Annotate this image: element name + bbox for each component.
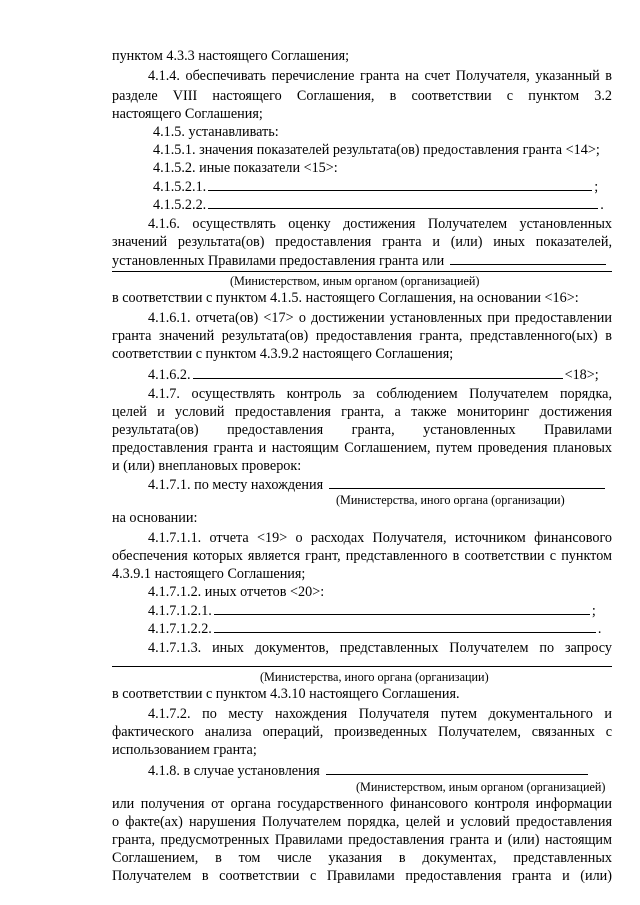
item-number: 4.1.6.2. — [148, 367, 191, 383]
fill-line — [148, 762, 612, 779]
text-line: 4.1.6. осуществлять оценку достижения Получателем установленных — [148, 216, 612, 232]
text-line: 4.3.9.1 настоящего Соглашения; — [112, 566, 306, 582]
text-line: 4.1.5.2. иные показатели <15>: — [153, 160, 338, 176]
text-line: о факте(ах) нарушения Получателем порядка, целей и условий предоставления — [112, 814, 612, 830]
text-line: или получения от органа государственного финансового контроля информации — [112, 796, 612, 812]
field-caption: (Министерства, иного органа (организации) — [336, 493, 565, 507]
text-line: 4.1.7. осуществлять контроль за соблюдением Получателем порядка, — [148, 386, 612, 402]
text-line: Получателем в соответствии с Правилами предоставления гранта и (или) — [112, 868, 612, 884]
text-line: 4.1.6.1. отчета(ов) <17> о достижении установленных при предоставлении — [148, 310, 612, 326]
footnote-ref: <18>; — [564, 367, 599, 383]
text-line: предоставления гранта и настоящим Соглашением, путем проведения плановых — [112, 440, 612, 456]
text-line: 4.1.7.1. по месту нахождения — [148, 477, 324, 493]
field-caption: (Министерством, иным органом (организацией) — [356, 780, 606, 794]
text-line: обеспечения которых является грант, представленного в соответствии с пунктом — [112, 548, 612, 564]
text-line: 4.1.7.1.3. иных документов, представленных Получателем по запросу — [148, 640, 612, 656]
text-line: использованием гранта; — [112, 742, 257, 758]
blank-field — [329, 476, 605, 489]
blank-field — [214, 620, 596, 633]
text-line: настоящего Соглашения; — [112, 106, 263, 122]
fill-line — [148, 602, 612, 619]
punctuation: . — [600, 197, 604, 213]
blank-field — [208, 196, 598, 209]
fill-line — [148, 476, 612, 493]
text-line: целей и условий предоставления гранта, а также мониторинг достижения — [112, 404, 612, 420]
item-number: 4.1.5.2.1. — [153, 179, 207, 195]
text-line: на основании: — [112, 510, 198, 526]
text-line: 4.1.8. в случае установления — [148, 763, 320, 779]
text-line: результата(ов) предоставления гранта, установленных Правилами — [112, 422, 612, 438]
blank-line — [112, 271, 612, 272]
text-line: установленных Правилами предоставления гранта или — [112, 253, 445, 269]
text-line: 4.1.7.1.2. иных отчетов <20>: — [148, 584, 325, 600]
blank-field — [450, 252, 606, 265]
text-line: 4.1.5. устанавливать: — [153, 124, 279, 140]
text-line: и (или) внеплановых проверок: — [112, 458, 302, 474]
punctuation: ; — [591, 603, 596, 619]
blank-field — [193, 366, 563, 379]
item-number: 4.1.7.1.2.2. — [148, 621, 212, 637]
text-line: 4.1.7.1.1. отчета <19> о расходах Получателя, источником финансового — [148, 530, 612, 546]
fill-line — [148, 620, 612, 637]
fill-line — [148, 366, 612, 383]
text-line: гранта, предусмотренных Правилами предоставления гранта и (или) настоящим — [112, 832, 612, 848]
text-line: соответствии с пунктом 4.3.9.2 настоящего Соглашения; — [112, 346, 454, 362]
fill-line — [112, 252, 612, 269]
item-number: 4.1.7.1.2.1. — [148, 603, 212, 619]
blank-field — [208, 178, 592, 191]
text-line: значений результата(ов) предоставления гранта и (или) иных показателей, — [112, 234, 612, 250]
text-line: в соответствии с пунктом 4.1.5. настоящего Соглашения, на основании <16>: — [112, 290, 579, 306]
fill-line — [153, 178, 612, 195]
blank-field — [326, 762, 588, 775]
item-number: 4.1.5.2.2. — [153, 197, 207, 213]
punctuation: ; — [594, 179, 599, 195]
blank-line — [112, 666, 612, 667]
text-line: гранта значений результата(ов) предоставления гранта, представленного(ых) в — [112, 328, 612, 344]
text-line: 4.1.7.2. по месту нахождения Получателя путем документального и — [148, 706, 612, 722]
field-caption: (Министерством, иным органом (организацией) — [230, 274, 480, 288]
text-line: разделе VIII настоящего Соглашения, в соответствии с пунктом 3.2 — [112, 88, 612, 104]
text-line: Соглашением, в том числе указания в документах, представленных — [112, 850, 612, 866]
fill-line — [153, 196, 612, 213]
field-caption: (Министерства, иного органа (организации) — [260, 670, 489, 684]
text-line: в соответствии с пунктом 4.3.10 настоящего Соглашения. — [112, 686, 460, 702]
punctuation: . — [597, 621, 602, 637]
text-line: пунктом 4.3.3 настоящего Соглашения; — [112, 48, 350, 64]
blank-field — [214, 602, 590, 615]
text-line: 4.1.5.1. значения показателей результата(ов) предоставления гранта <14>; — [153, 142, 600, 158]
text-line: фактического анализа операций, произведенных Получателем, связанных с — [112, 724, 612, 740]
text-line: 4.1.4. обеспечивать перечисление гранта на счет Получателя, указанный в — [148, 68, 612, 84]
